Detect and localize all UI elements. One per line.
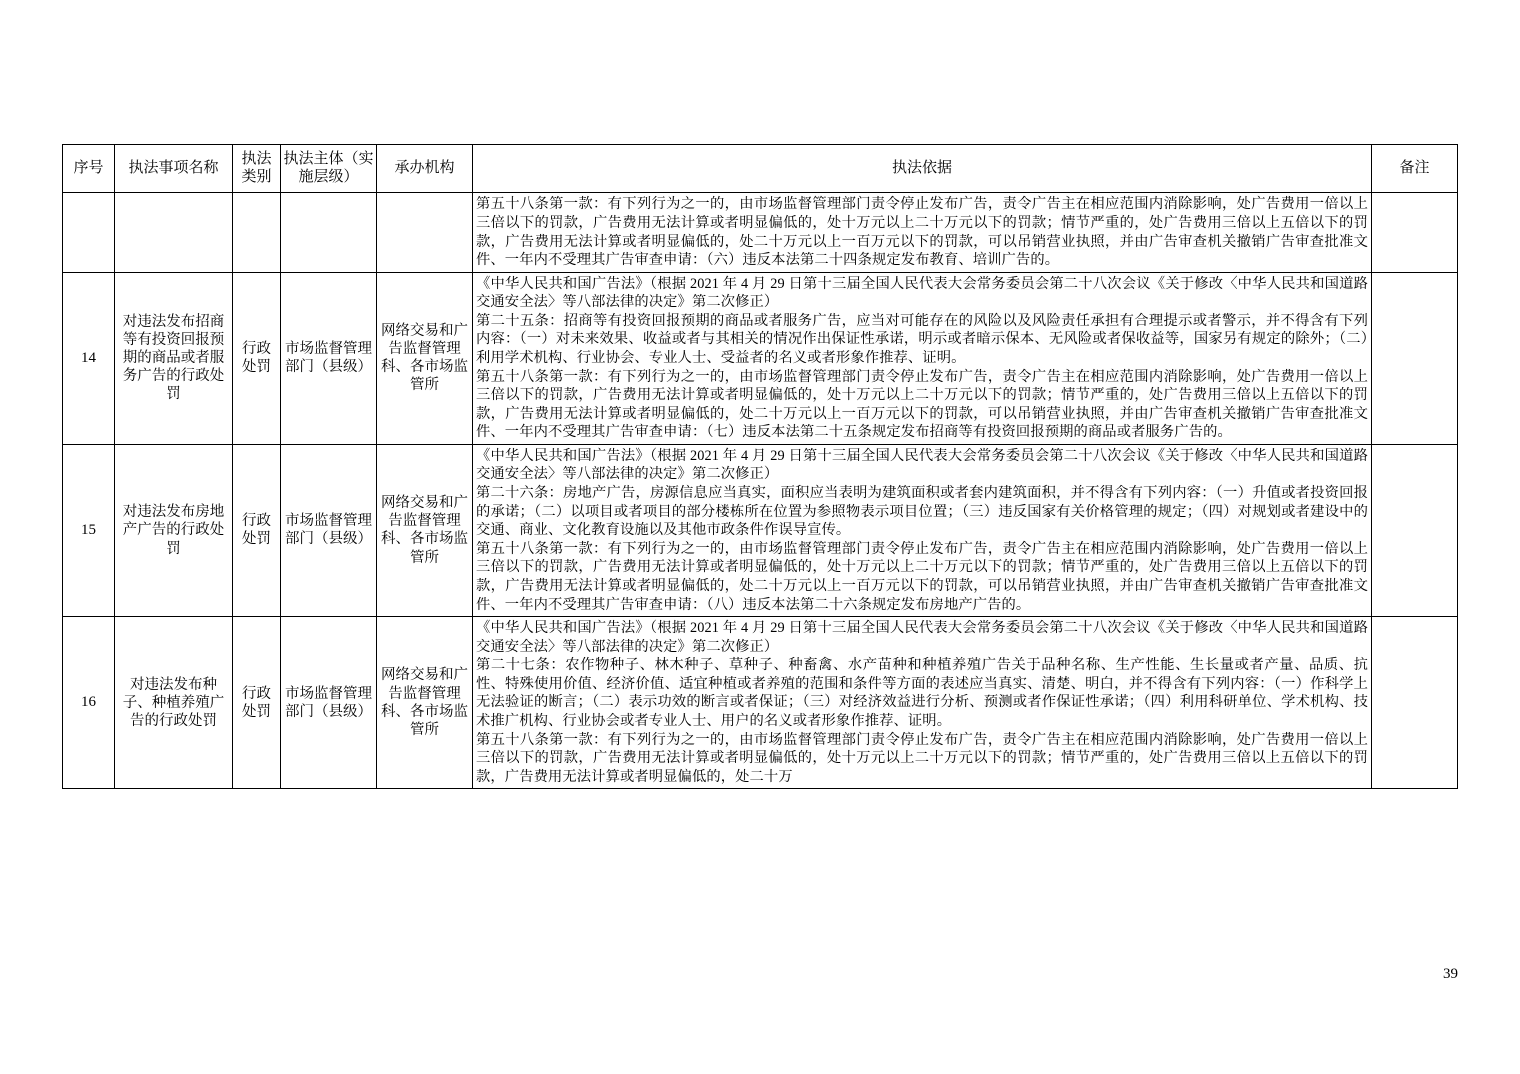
cell-seq: 16	[63, 617, 115, 789]
cell-basis	[473, 444, 1372, 616]
page-number: 39	[1443, 966, 1458, 982]
basis-paragraph: 第二十七条：农作物种子、林木种子、草种子、种畜禽、水产苗种和种植养殖广告关于品种名称、生产性能、生长量或者产量、品质、抗性、特殊使用价值、经济价值、适宜种植或者养殖的范围和条件等方面的表述应当真实、清楚、明白，并不得含有下列内容：（一）作科学上无法验证的断言；（二）表示功效的断言或者保证；（三）对经济效益进行分析、预测或者作保证性承诺；（四）利用科研单位、学术机构、技术推广机构、行业协会或者专业人士、用户的名义或者形象作推荐、证明。	[476, 657, 1368, 729]
table-row	[63, 444, 1458, 616]
header-seq: 序号	[63, 145, 115, 193]
basis-paragraph: 《中华人民共和国广告法》（根据 2021 年 4 月 29 日第十三届全国人民代表大会常务委员会第二十八次会议《关于修改〈中华人民共和国道路交通安全法〉等八部法律的决定》第二次修正）	[476, 447, 1368, 483]
cell-type: 行政处罚	[233, 617, 281, 789]
basis-paragraph: 第五十八条第一款：有下列行为之一的，由市场监督管理部门责令停止发布广告，责令广告主在相应范围内消除影响，处广告费用一倍以上三倍以下的罚款，广告费用无法计算或者明显偏低的，处十万元以上二十万元以下的罚款；情节严重的，处广告费用三倍以上五倍以下的罚款，广告费用无法计算或者明显偏低的，处二十万元以上一百万元以下的罚款，可以吊销营业执照，并由广告审查机关撤销广告审查批准文件、一年内不受理其广告审查申请：（六）违反本法第二十四条规定发布教育、培训广告的。	[476, 196, 1368, 269]
cell-note	[1372, 272, 1458, 444]
basis-paragraph: 第五十八条第一款：有下列行为之一的，由市场监督管理部门责令停止发布广告，责令广告主在相应范围内消除影响，处广告费用一倍以上三倍以下的罚款，广告费用无法计算或者明显偏低的，处十万元以上二十万元以下的罚款；情节严重的，处广告费用三倍以上五倍以下的罚款，广告费用无法计算或者明显偏低的，处二十万元以上一百万元以下的罚款，可以吊销营业执照，并由广告审查机关撤销广告审查批准文件、一年内不受理其广告审查申请：（八）违反本法第二十六条规定发布房地产广告的。	[476, 540, 1368, 613]
header-note: 备注	[1372, 145, 1458, 193]
cell-note	[1372, 617, 1458, 789]
cell-note	[1372, 444, 1458, 616]
basis-paragraph: 第五十八条第一款：有下列行为之一的，由市场监督管理部门责令停止发布广告，责令广告主在相应范围内消除影响，处广告费用一倍以上三倍以下的罚款，广告费用无法计算或者明显偏低的，处十万元以上二十万元以下的罚款；情节严重的，处广告费用三倍以上五倍以下的罚款，广告费用无法计算或者明显偏低的，处二十万元以上一百万元以下的罚款，可以吊销营业执照，并由广告审查机关撤销广告审查批准文件、一年内不受理其广告审查申请：（七）违反本法第二十五条规定发布招商等有投资回报预期的商品或者服务广告的。	[476, 368, 1368, 441]
cell-basis	[473, 617, 1372, 789]
header-type: 执法类别	[233, 145, 281, 193]
cell-subject: 市场监督管理部门（县级）	[281, 617, 377, 789]
cell-type	[233, 193, 281, 272]
cell-type: 行政处罚	[233, 272, 281, 444]
enforcement-items-table	[62, 144, 1458, 789]
cell-note	[1372, 193, 1458, 272]
table-row	[63, 617, 1458, 789]
header-org: 承办机构	[377, 145, 473, 193]
table-row	[63, 193, 1458, 272]
table-header-row	[63, 145, 1458, 193]
cell-subject	[281, 193, 377, 272]
cell-org: 网络交易和广告监督管理科、各市场监管所	[377, 617, 473, 789]
header-basis: 执法依据	[473, 145, 1372, 193]
cell-name: 对违法发布房地产广告的行政处罚	[115, 444, 233, 616]
cell-basis	[473, 272, 1372, 444]
basis-paragraph: 第五十八条第一款：有下列行为之一的，由市场监督管理部门责令停止发布广告，责令广告主在相应范围内消除影响，处广告费用一倍以上三倍以下的罚款，广告费用无法计算或者明显偏低的，处十万元以上二十万元以下的罚款；情节严重的，处广告费用三倍以上五倍以下的罚款，广告费用无法计算或者明显偏低的，处二十万	[476, 731, 1368, 785]
cell-type: 行政处罚	[233, 444, 281, 616]
cell-subject: 市场监督管理部门（县级）	[281, 444, 377, 616]
basis-paragraph: 《中华人民共和国广告法》（根据 2021 年 4 月 29 日第十三届全国人民代表大会常务委员会第二十八次会议《关于修改〈中华人民共和国道路交通安全法〉等八部法律的决定》第二次修正）	[476, 275, 1368, 311]
cell-name: 对违法发布招商等有投资回报预期的商品或者服务广告的行政处罚	[115, 272, 233, 444]
cell-seq	[63, 193, 115, 272]
table-row	[63, 272, 1458, 444]
header-name: 执法事项名称	[115, 145, 233, 193]
cell-org: 网络交易和广告监督管理科、各市场监管所	[377, 272, 473, 444]
cell-seq: 15	[63, 444, 115, 616]
cell-name: 对违法发布种子、种植养殖广告的行政处罚	[115, 617, 233, 789]
cell-subject: 市场监督管理部门（县级）	[281, 272, 377, 444]
basis-paragraph: 第二十六条：房地产广告，房源信息应当真实，面积应当表明为建筑面积或者套内建筑面积，并不得含有下列内容：（一）升值或者投资回报的承诺；（二）以项目或者项目的部分楼栋所在位置为参照物表示项目位置；（三）违反国家有关价格管理的规定；（四）对规划或者建设中的交通、商业、文化教育设施以及其他市政条件作误导宣传。	[476, 485, 1368, 539]
basis-paragraph: 第二十五条：招商等有投资回报预期的商品或者服务广告，应当对可能存在的风险以及风险责任承担有合理提示或者警示，并不得含有下列内容：（一）对未来效果、收益或者与其相关的情况作出保证性承诺，明示或者暗示保本、无风险或者保收益等，国家另有规定的除外；（二）利用学术机构、行业协会、专业人士、受益者的名义或者形象作推荐、证明。	[476, 312, 1368, 366]
cell-name	[115, 193, 233, 272]
cell-org: 网络交易和广告监督管理科、各市场监管所	[377, 444, 473, 616]
cell-org	[377, 193, 473, 272]
cell-seq: 14	[63, 272, 115, 444]
header-subject: 执法主体（实施层级）	[281, 145, 377, 193]
basis-paragraph: 《中华人民共和国广告法》（根据 2021 年 4 月 29 日第十三届全国人民代表大会常务委员会第二十八次会议《关于修改〈中华人民共和国道路交通安全法〉等八部法律的决定》第二次修正）	[476, 620, 1368, 655]
cell-basis	[473, 193, 1372, 272]
